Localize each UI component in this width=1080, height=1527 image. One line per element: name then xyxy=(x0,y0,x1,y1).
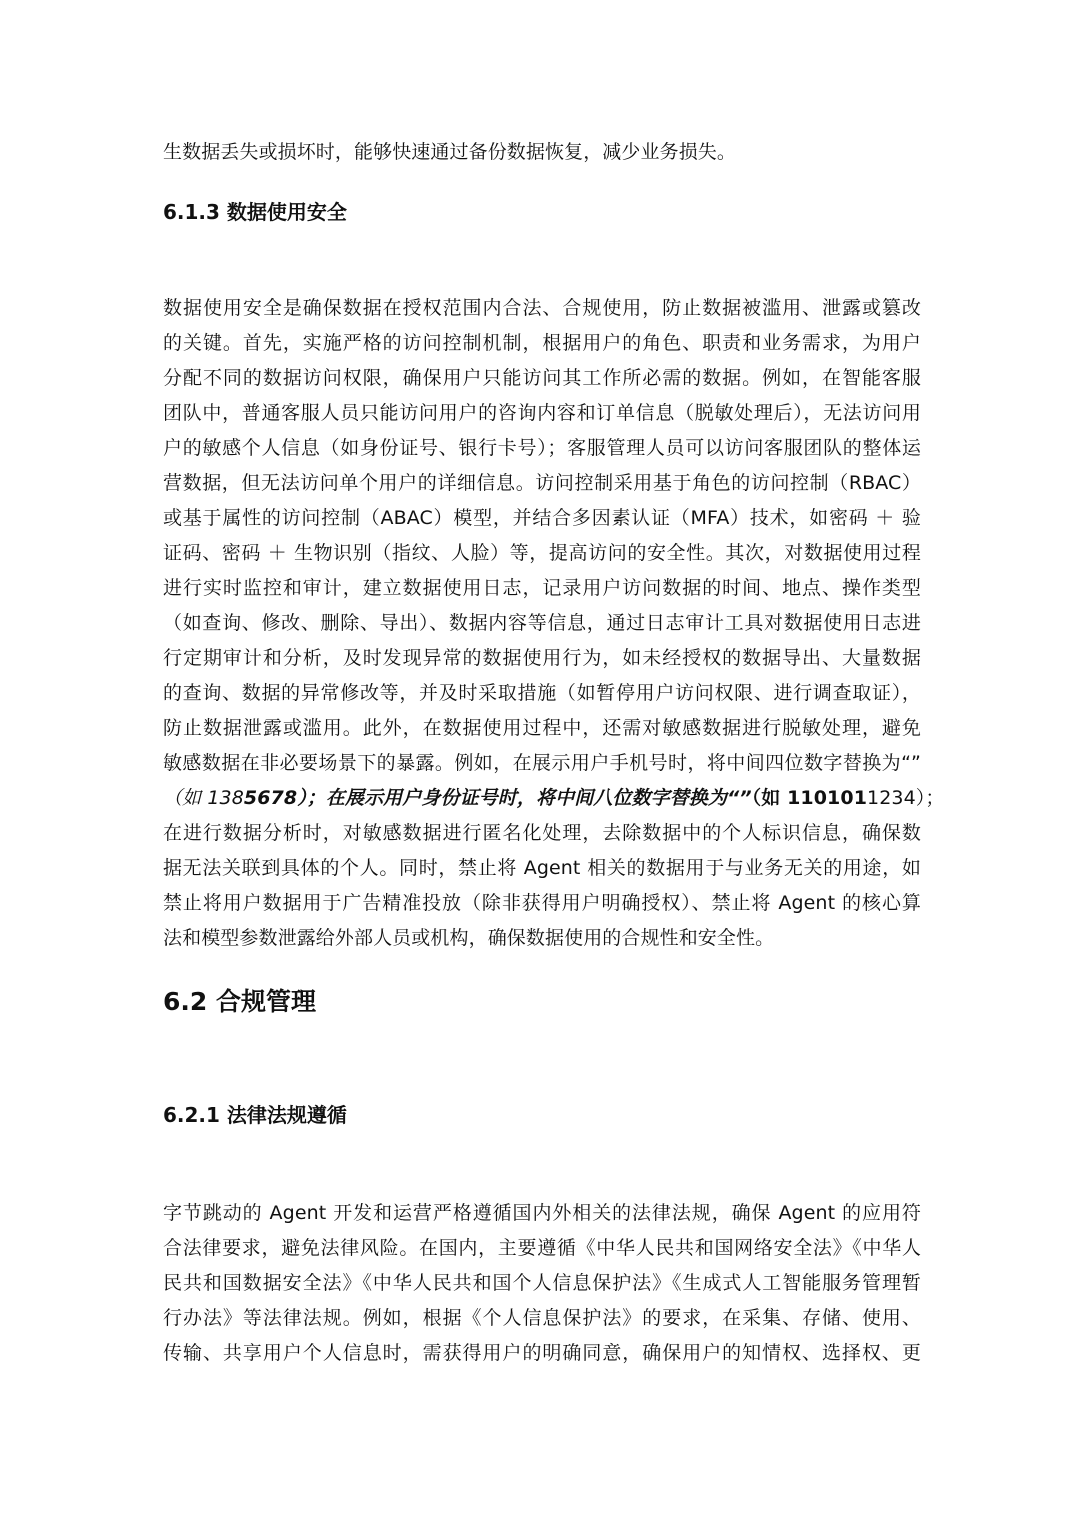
example-idcard-suffix: 1234）； xyxy=(867,787,945,809)
paragraph-line: 民共和国数据安全法》《中华人民共和国个人信息保护法》《生成式人工智能服务管理暂 xyxy=(163,1272,921,1294)
paragraph-line: 法和模型参数泄露给外部人员或机构，确保数据使用的合规性和安全性。 xyxy=(163,927,775,949)
paragraph-line: 或基于属性的访问控制（ABAC）模型，并结合多因素认证（MFA）技术，如密码 ＋ 验 xyxy=(163,507,921,529)
paragraph-line: 防止数据泄露或滥用。此外，在数据使用过程中，还需对敏感数据进行脱敏处理，避免 xyxy=(163,717,921,739)
paragraph-line: 行办法》等法律法规。例如，根据《个人信息保护法》的要求，在采集、存储、使用、 xyxy=(163,1307,921,1329)
paragraph-line: 敏感数据在非必要场景下的暴露。例如，在展示用户手机号时，将中间四位数字替换为“” xyxy=(163,752,921,774)
example-phone-prefix: （如 138 xyxy=(163,787,244,809)
paragraph-line: 行定期审计和分析，及时发现异常的数据使用行为，如未经授权的数据导出、大量数据 xyxy=(163,647,921,669)
paragraph-line: 的查询、数据的异常修改等，并及时采取措施（如暂停用户访问权限、进行调查取证）， xyxy=(163,682,921,704)
paragraph-line: 数据使用安全是确保数据在授权范围内合法、合规使用，防止数据被滥用、泄露或篡改 xyxy=(163,297,921,319)
example-idcard-note: 5678）；在展示用户身份证号时，将中间八位数字替换为“” xyxy=(243,787,752,809)
paragraph-line: 在进行数据分析时，对敏感数据进行匿名化处理，去除数据中的个人标识信息，确保数 xyxy=(163,822,921,844)
paragraph-line: 户的敏感个人信息（如身份证号、银行卡号）；客服管理人员可以访问客服团队的整体运 xyxy=(163,437,921,459)
paragraph-line: （如查询、修改、删除、导出）、数据内容等信息，通过日志审计工具对数据使用日志进 xyxy=(163,612,921,634)
section-heading-6-2: 6.2 合规管理 xyxy=(163,987,316,1016)
paragraph-line: 生数据丢失或损坏时，能够快速通过备份数据恢复，减少业务损失。 xyxy=(163,141,737,163)
section-heading-6-1-3: 6.1.3 数据使用安全 xyxy=(163,200,347,224)
section-heading-6-2-1: 6.2.1 法律法规遵循 xyxy=(163,1103,347,1127)
paragraph-line: 禁止将用户数据用于广告精准投放（除非获得用户明确授权）、禁止将 Agent 的核心算 xyxy=(163,892,921,914)
paragraph-line: 据无法关联到具体的个人。同时，禁止将 Agent 相关的数据用于与业务无关的用途，如 xyxy=(163,857,921,879)
paragraph-line: 营数据，但无法访问单个用户的详细信息。访问控制采用基于角色的访问控制（RBAC） xyxy=(163,472,921,494)
paragraph-line: 团队中，普通客服人员只能访问用户的咨询内容和订单信息（脱敏处理后），无法访问用 xyxy=(163,402,921,424)
paragraph-line: 传输、共享用户个人信息时，需获得用户的明确同意，确保用户的知情权、选择权、更 xyxy=(163,1342,921,1364)
paragraph-line: 字节跳动的 Agent 开发和运营严格遵循国内外相关的法律法规，确保 Agent 的应用符 xyxy=(163,1202,921,1224)
example-idcard-prefix: （如 110101 xyxy=(751,787,868,809)
paragraph-line: 分配不同的数据访问权限，确保用户只能访问其工作所必需的数据。例如，在智能客服 xyxy=(163,367,921,389)
paragraph-line-mixed xyxy=(163,783,945,810)
paragraph-line: 进行实时监控和审计，建立数据使用日志，记录用户访问数据的时间、地点、操作类型 xyxy=(163,577,921,599)
paragraph-line: 证码、密码 ＋ 生物识别（指纹、人脸）等，提高访问的安全性。其次，对数据使用过程 xyxy=(163,542,921,564)
paragraph-line: 合法律要求，避免法律风险。在国内，主要遵循《中华人民共和国网络安全法》《中华人 xyxy=(163,1237,921,1259)
paragraph-line: 的关键。首先，实施严格的访问控制机制，根据用户的角色、职责和业务需求，为用户 xyxy=(163,332,921,354)
